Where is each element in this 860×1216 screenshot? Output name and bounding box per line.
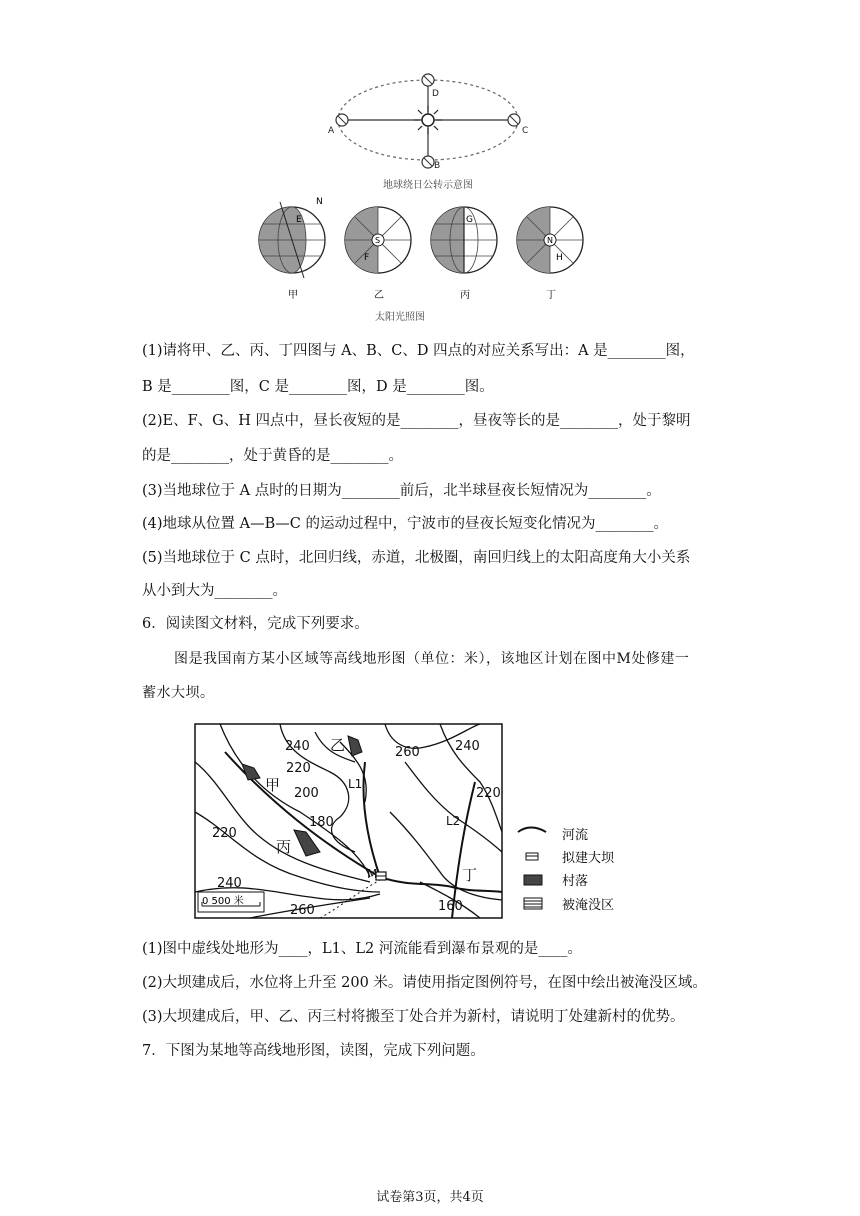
village-label-yi: 乙	[330, 736, 346, 754]
svg-text:N: N	[547, 236, 553, 245]
dam-icon	[376, 872, 386, 880]
dam-label: M	[367, 867, 378, 881]
q5-line-7: (5)当地球位于 C 点时，北回归线，赤道，北极圈，南回归线上的太阳高度角大小关系	[142, 550, 691, 566]
svg-text:F: F	[364, 253, 370, 263]
orbit-label-c: C	[522, 126, 529, 136]
svg-text:H: H	[556, 253, 563, 263]
q6-material-line-2: 蓄水大坝。	[142, 685, 215, 701]
illumination-caption: 太阳光照图	[375, 312, 425, 323]
contour-label: 160	[438, 899, 463, 914]
contour-label: 200	[294, 786, 319, 801]
legend-village-icon	[524, 875, 542, 885]
contour-label: 220	[286, 761, 311, 776]
contour-label: 220	[212, 826, 237, 841]
page-footer: 试卷第3页，共4页	[376, 1190, 484, 1205]
svg-text:G: G	[466, 215, 473, 225]
globe-jia	[259, 197, 325, 301]
svg-text:河流: 河流	[562, 828, 589, 843]
contour-label: 260	[290, 903, 315, 918]
q6-material-line-1: 图是我国南方某小区域等高线地形图（单位：米），该地区计划在图中M处修建一	[174, 651, 690, 667]
svg-text:拟建大坝: 拟建大坝	[562, 851, 615, 866]
legend-flooded-icon	[524, 898, 542, 909]
contour-label: 260	[395, 745, 420, 760]
svg-text:S: S	[375, 236, 381, 245]
q5-line-6: (4)地球从位置 A—B—C 的运动过程中，宁波市的昼夜长短变化情况为________。	[142, 516, 668, 532]
contour-label: 220	[476, 786, 501, 801]
globe-bing-name: 丙	[460, 290, 470, 301]
svg-text:E: E	[296, 215, 302, 225]
globe-bing	[431, 207, 497, 301]
contour-label: 180	[309, 815, 334, 830]
q5-line-4: 的是________，处于黄昏的是________。	[142, 448, 403, 464]
svg-text:村落: 村落	[562, 874, 589, 889]
village-label-ding: 丁	[462, 866, 478, 884]
globe-yi-name: 乙	[374, 290, 384, 301]
map-legend	[518, 827, 615, 913]
q5-line-5: (3)当地球位于 A 点时的日期为________前后，北半球昼夜长短情况为________。	[142, 483, 661, 499]
village-label-bing: 丙	[276, 838, 292, 856]
q5-line-1: (1)请将甲、乙、丙、丁四图与 A、B、C、D 四点的对应关系写出：A 是________图，	[142, 343, 695, 359]
q6-sub-3: (3)大坝建成后，甲、乙、丙三村将搬至丁处合并为新村，请说明丁处建新村的优势。	[142, 1009, 685, 1025]
contour-map-figure	[190, 722, 640, 922]
q6-sub-2: (2)大坝建成后，水位将上升至 200 米。请使用指定图例符号，在图中绘出被淹没区域。	[142, 975, 707, 991]
q5-line-8: 从小到大为________。	[142, 583, 287, 599]
contour-label: 240	[285, 739, 310, 754]
svg-text:被淹没区: 被淹没区	[562, 898, 615, 913]
globe-jia-name: 甲	[288, 290, 298, 301]
q5-line-2: B 是________图，C 是________图，D 是________图。	[142, 379, 494, 395]
village-label-jia: 甲	[265, 776, 281, 794]
q6-title: 6．阅读图文材料，完成下列要求。	[142, 616, 369, 632]
legend-river-icon	[518, 828, 546, 833]
orbit-caption: 地球绕日公转示意图	[383, 180, 473, 191]
orbit-label-a: A	[328, 126, 335, 136]
scale-bar	[198, 892, 264, 912]
svg-text:0 500 米: 0 500 米	[202, 896, 244, 907]
river-label-l2: L2	[446, 814, 461, 828]
contour-label: 240	[455, 739, 480, 754]
earth-orbit-figure	[250, 62, 610, 324]
orbit-label-d: D	[432, 89, 439, 99]
q5-line-3: (2)E、F、G、H 四点中，昼长夜短的是________，昼夜等长的是________，处于黎明	[142, 413, 691, 429]
q7-title: 7．下图为某地等高线地形图，读图，完成下列问题。	[142, 1043, 485, 1059]
svg-text:N: N	[316, 197, 323, 207]
river-label-l1: L1	[348, 777, 363, 791]
globe-ding-name: 丁	[546, 290, 556, 301]
globe-ding	[517, 207, 583, 301]
q6-sub-1: (1)图中虚线处地形为____，L1、L2 河流能看到瀑布景观的是____。	[142, 941, 582, 957]
globe-yi	[345, 207, 411, 301]
orbit-label-b: B	[434, 161, 441, 171]
sun-icon	[414, 106, 442, 134]
contour-label: 240	[217, 876, 242, 891]
